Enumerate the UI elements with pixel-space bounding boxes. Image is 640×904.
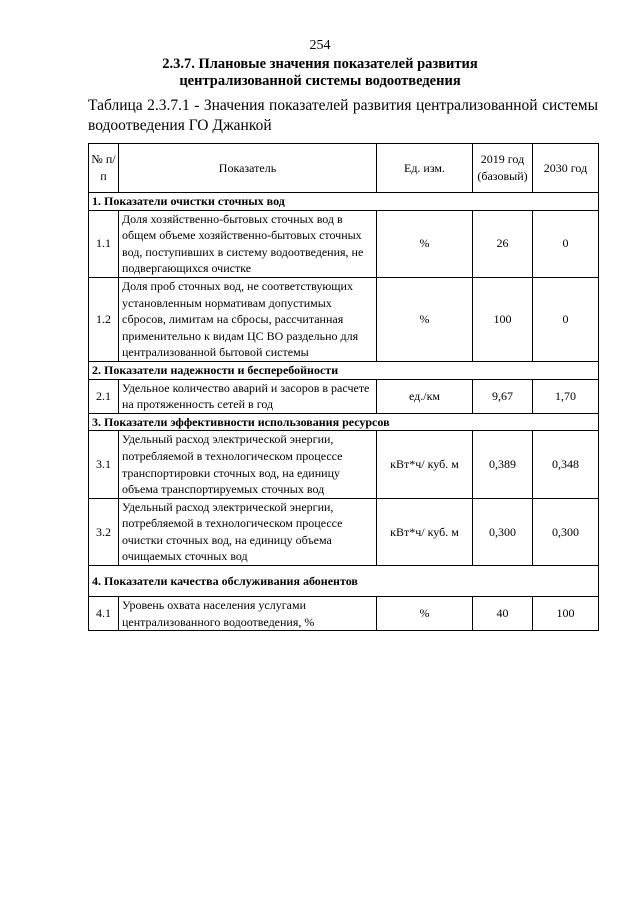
section-row <box>89 361 599 379</box>
row-name: Доля проб сточных вод, не соответствующих установленным нормативам допустимых сбросов, лимитам на сбросы, рассчитанная применительно к видам ЦС ВО раздельно для централизованной бытовой системы <box>119 277 377 361</box>
row-2019: 9,67 <box>473 379 533 413</box>
section-title: 3. Показатели эффективности использования ресурсов <box>89 413 599 431</box>
header-unit: Ед. изм. <box>377 144 473 193</box>
indicators-table <box>88 143 599 631</box>
row-2030: 1,70 <box>533 379 599 413</box>
row-unit: кВт*ч/ куб. м <box>377 498 473 565</box>
page-number: 254 <box>309 38 331 53</box>
section-row <box>89 193 599 211</box>
header-2030: 2030 год <box>533 144 599 193</box>
row-num: 4.1 <box>89 597 119 631</box>
row-num: 3.2 <box>89 498 119 565</box>
row-2019: 0,389 <box>473 431 533 498</box>
row-name: Удельный расход электрической энергии, потребляемой в технологическом процессе транспортировки сточных вод, на единицу объема транспортируемых сточных вод <box>119 431 377 498</box>
section-title: 1. Показатели очистки сточных вод <box>89 193 599 211</box>
row-name: Удельное количество аварий и засоров в расчете на протяженность сетей в год <box>119 379 377 413</box>
section-row <box>89 413 599 431</box>
row-name: Доля хозяйственно-бытовых сточных вод в общем объеме хозяйственно-бытовых сточных вод, поступивших в систему водоотведения, не подвергающихся очистке <box>119 210 377 277</box>
row-name: Уровень охвата населения услугами централизованного водоотведения, % <box>119 597 377 631</box>
row-2019: 0,300 <box>473 498 533 565</box>
row-num: 1.1 <box>89 210 119 277</box>
table-caption: Таблица 2.3.7.1 - Значения показателей развития централизованной системы водоотведения ГО Джанкой <box>88 97 598 134</box>
table-row <box>89 431 599 498</box>
table-row <box>89 210 599 277</box>
row-unit: % <box>377 597 473 631</box>
section-heading: 2.3.7. Плановые значения показателей развития централизованной системы водоотведения <box>162 56 478 89</box>
row-2030: 0,348 <box>533 431 599 498</box>
row-num: 3.1 <box>89 431 119 498</box>
header-num: № п/п <box>89 144 119 193</box>
row-unit: кВт*ч/ куб. м <box>377 431 473 498</box>
row-2030: 0 <box>533 210 599 277</box>
table-header-row <box>89 144 599 193</box>
row-2030: 0 <box>533 277 599 361</box>
table-row <box>89 277 599 361</box>
row-unit: % <box>377 277 473 361</box>
row-num: 2.1 <box>89 379 119 413</box>
row-unit: % <box>377 210 473 277</box>
row-num: 1.2 <box>89 277 119 361</box>
row-2019: 100 <box>473 277 533 361</box>
row-2030: 100 <box>533 597 599 631</box>
header-name: Показатель <box>119 144 377 193</box>
header-2019: 2019 год (базовый) <box>473 144 533 193</box>
row-2019: 40 <box>473 597 533 631</box>
row-name: Удельный расход электрической энергии, потребляемой в технологическом процессе очистки сточных вод, на единицу объема очищаемых сточных вод <box>119 498 377 565</box>
section-title: 4. Показатели качества обслуживания абонентов <box>89 566 599 597</box>
row-2019: 26 <box>473 210 533 277</box>
table-row <box>89 597 599 631</box>
section-row <box>89 566 599 597</box>
row-2030: 0,300 <box>533 498 599 565</box>
row-unit: ед./км <box>377 379 473 413</box>
section-title: 2. Показатели надежности и бесперебойности <box>89 361 599 379</box>
table-row <box>89 379 599 413</box>
table-row <box>89 498 599 565</box>
